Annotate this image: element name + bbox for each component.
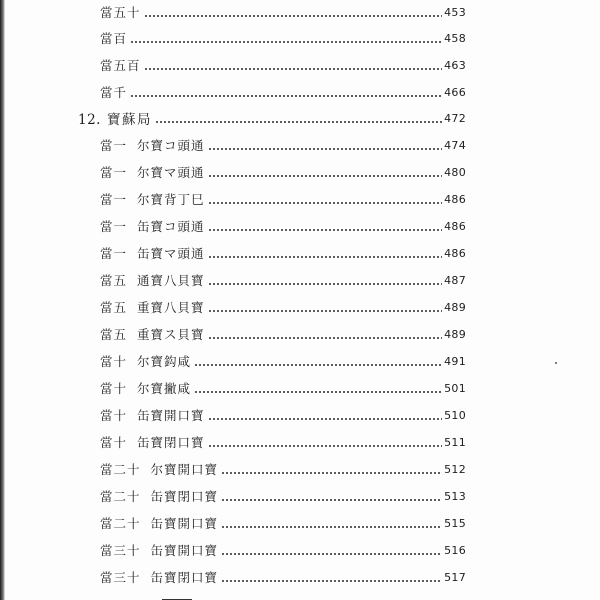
page-number: 511 — [444, 435, 466, 449]
toc-section-heading — [78, 107, 466, 129]
section-label — [78, 108, 152, 128]
page-number: 489 — [444, 300, 466, 314]
toc-entry-label — [100, 514, 218, 532]
coin-legend: 尔寶コ頭通 — [137, 138, 205, 153]
toc-entry — [100, 539, 466, 561]
denomination: 當十 — [100, 381, 128, 396]
coin-legend: 缶寶コ頭通 — [137, 219, 205, 234]
page-number: 489 — [444, 327, 466, 341]
toc-entry-label — [100, 244, 205, 262]
toc-entry-label — [100, 325, 205, 343]
toc-entry — [100, 566, 466, 588]
toc-entry — [100, 269, 466, 291]
toc-entry-label — [100, 460, 218, 478]
denomination: 當十 — [100, 435, 128, 450]
page-number: 453 — [444, 5, 466, 19]
coin-legend: 缶寶開口寶 — [150, 516, 219, 531]
toc-entry — [100, 323, 466, 345]
dot-leader — [208, 445, 443, 447]
toc-entry — [100, 215, 466, 237]
toc-entry-label — [100, 217, 205, 235]
dot-leader — [144, 68, 443, 70]
dot-leader — [221, 526, 442, 528]
page-number: 472 — [444, 111, 466, 125]
page-number: 458 — [444, 31, 466, 45]
toc-entry — [100, 458, 466, 480]
dot-leader — [208, 256, 443, 258]
toc-entry — [100, 188, 466, 210]
scan-speck — [555, 362, 557, 364]
toc-entry — [100, 296, 466, 318]
dot-leader — [144, 15, 443, 17]
page-number: 486 — [444, 219, 466, 233]
page-number: 463 — [444, 58, 466, 72]
toc-entry-label — [100, 406, 205, 424]
toc-entry — [100, 54, 466, 76]
toc-entry-label — [100, 541, 218, 559]
dot-leader — [208, 337, 443, 339]
page-number: 487 — [444, 273, 466, 287]
denomination: 當一 — [100, 246, 128, 261]
dot-leader — [208, 175, 443, 177]
dot-leader — [208, 310, 443, 312]
toc-entry — [100, 512, 466, 534]
toc-entry — [100, 431, 466, 453]
coin-legend: 通寶八貝寶 — [137, 273, 205, 288]
denomination: 當五十 — [100, 5, 141, 20]
dot-leader — [208, 229, 443, 231]
toc-entry-label — [100, 568, 218, 586]
denomination: 當五 — [100, 327, 128, 342]
toc-entry-label — [100, 29, 127, 47]
toc-entry — [100, 350, 466, 372]
toc-entry-label — [100, 433, 205, 451]
dot-leader — [221, 499, 442, 501]
toc-entry-label — [100, 163, 205, 181]
section-title: 寶蘇局 — [106, 112, 152, 128]
page-number: 486 — [444, 192, 466, 206]
denomination: 當三十 — [100, 570, 141, 585]
toc-entry-label — [100, 3, 141, 21]
coin-legend: 尔寶撇咸 — [137, 381, 192, 396]
toc-entry — [100, 134, 466, 156]
toc-entry-cut-off — [100, 590, 480, 600]
page-number: 513 — [444, 489, 466, 503]
toc-entry-label — [100, 298, 205, 316]
denomination: 當百 — [100, 31, 128, 46]
section-number: 12. — [78, 112, 101, 128]
dot-leader — [208, 148, 443, 150]
toc-entry-label — [100, 352, 191, 370]
denomination: 當千 — [100, 85, 128, 100]
toc-entry-label — [100, 136, 205, 154]
coin-legend: 尔寶鈎咸 — [137, 354, 192, 369]
coin-legend: 缶寶閉口寶 — [150, 489, 219, 504]
dot-leader — [221, 580, 442, 582]
denomination: 當一 — [100, 192, 128, 207]
dot-leader — [155, 121, 442, 123]
page-number: 474 — [444, 138, 466, 152]
toc-entry-label — [100, 190, 205, 208]
dot-leader — [194, 391, 442, 393]
denomination: 當二十 — [100, 462, 141, 477]
denomination: 當一 — [100, 165, 128, 180]
toc-entry — [100, 242, 466, 264]
page-number: 480 — [444, 165, 466, 179]
coin-legend: 尔寶開口寶 — [150, 462, 219, 477]
toc-entry — [100, 404, 466, 426]
denomination: 當一 — [100, 138, 128, 153]
denomination: 當五百 — [100, 58, 141, 73]
coin-legend: 尔寶マ頭通 — [137, 165, 205, 180]
page-number: 512 — [444, 462, 466, 476]
dot-leader — [221, 472, 442, 474]
toc-entry-label — [100, 379, 191, 397]
denomination: 當五 — [100, 300, 128, 315]
dot-leader — [130, 95, 442, 97]
toc-entry — [100, 161, 466, 183]
dot-leader — [221, 553, 442, 555]
denomination: 當一 — [100, 219, 128, 234]
dot-leader — [130, 41, 442, 43]
coin-legend: 缶寶閉口寶 — [137, 435, 205, 450]
dot-leader — [208, 283, 443, 285]
toc-entry-label — [100, 271, 205, 289]
cut-off-row-fragment — [100, 590, 480, 600]
toc-entry — [100, 81, 466, 103]
page-number: 517 — [444, 570, 466, 584]
coin-legend: 缶寶開口寶 — [150, 543, 219, 558]
page-number: 466 — [444, 85, 466, 99]
coin-legend: 缶寶閉口寶 — [150, 570, 219, 585]
page-number: 486 — [444, 246, 466, 260]
dot-leader — [194, 364, 442, 366]
coin-legend: 重寶ス貝寶 — [137, 327, 205, 342]
toc-entry — [100, 377, 466, 399]
page-number: 501 — [444, 381, 466, 395]
denomination: 當十 — [100, 408, 128, 423]
page-number: 516 — [444, 543, 466, 557]
denomination: 當二十 — [100, 489, 141, 504]
denomination: 當三十 — [100, 543, 141, 558]
dot-leader — [208, 202, 443, 204]
toc-entry — [100, 485, 466, 507]
dot-leader — [208, 418, 443, 420]
toc-entry-label — [100, 83, 127, 101]
denomination: 當十 — [100, 354, 128, 369]
toc-entry — [100, 1, 466, 23]
denomination: 當二十 — [100, 516, 141, 531]
coin-legend: 缶寶マ頭通 — [137, 246, 205, 261]
denomination: 當五 — [100, 273, 128, 288]
page-number: 491 — [444, 354, 466, 368]
toc-entry-label — [100, 56, 141, 74]
toc-entry — [100, 27, 466, 49]
page-number: 510 — [444, 408, 466, 422]
toc-entry-label — [100, 487, 218, 505]
coin-legend: 缶寶開口寶 — [137, 408, 205, 423]
coin-legend: 尔寶背丁巳 — [137, 192, 205, 207]
coin-legend: 重寶八貝寶 — [137, 300, 205, 315]
page-number: 515 — [444, 516, 466, 530]
